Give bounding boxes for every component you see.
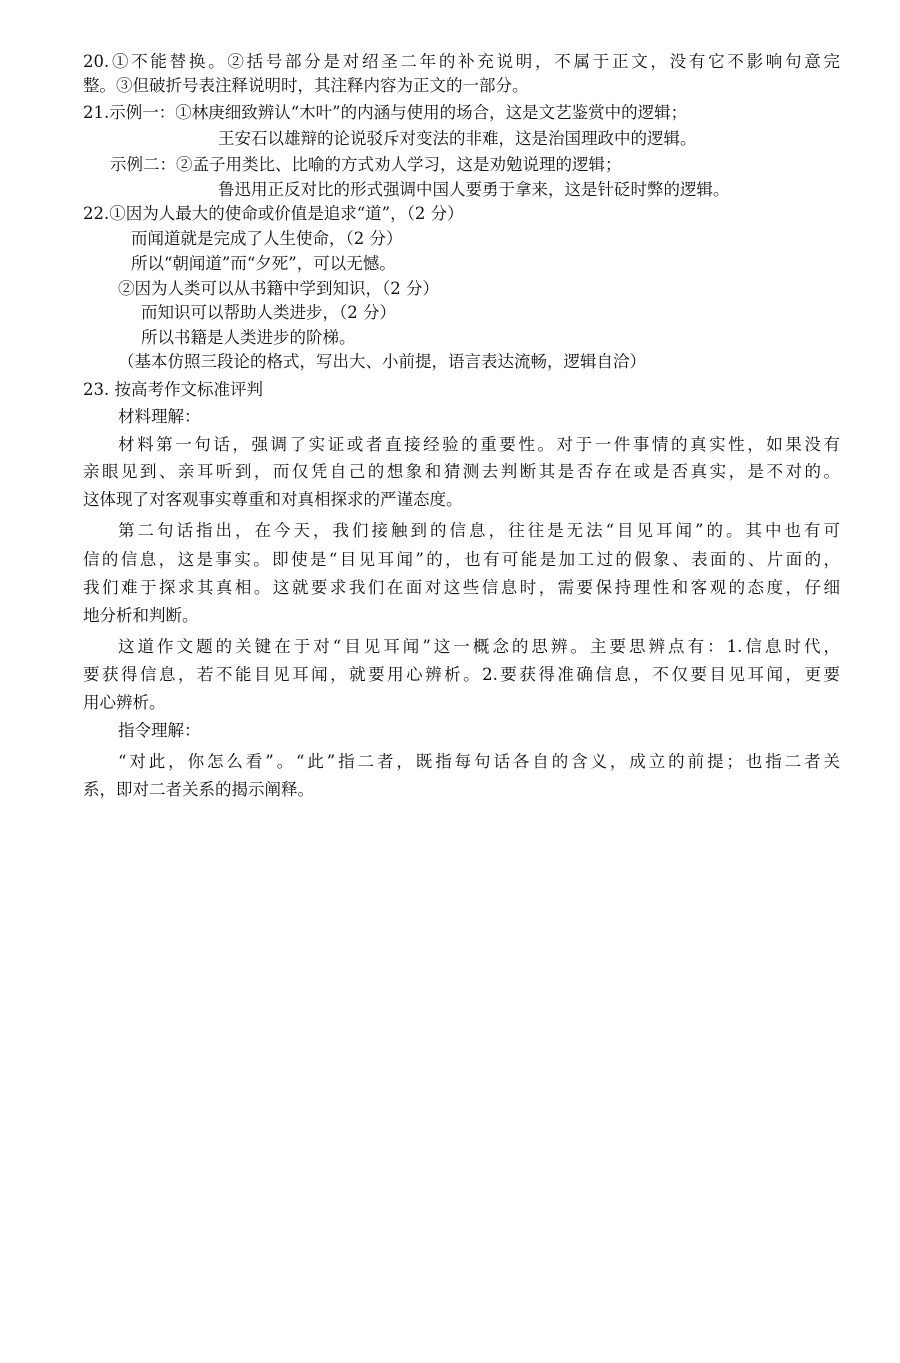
q22-scoring-note: （基本仿照三段论的格式，写出大、小前提，语言表达流畅，逻辑自洽） xyxy=(118,352,646,371)
q21-example1-line-1: 21.示例一：①林庚细致辨认“木叶”的内涵与使用的场合，这是文艺鉴赏中的逻辑； xyxy=(83,103,688,122)
q23-p2-line-3: 我们难于探求其真相。这就要求我们在面对这些信息时，需要保持理性和客观的态度，仔细 xyxy=(83,578,840,597)
q22-line-5: 而知识可以帮助人类进步，（2 分） xyxy=(141,303,396,322)
q22-line-3: 所以“朝闻道”而“夕死”，可以无憾。 xyxy=(131,254,396,273)
q23-p3-line-1: 这道作文题的关键在于对“目见耳闻”这一概念的思辨。主要思辨点有：1.信息时代， xyxy=(118,637,840,656)
q23-p4-line-1: “对此，你怎么看”。“此”指二者，既指每句话各自的含义，成立的前提；也指二者关 xyxy=(118,752,840,771)
q23-p2-line-1: 第二句话指出，在今天，我们接触到的信息，往往是无法“目见耳闻”的。其中也有可 xyxy=(118,521,840,540)
q23-instruction-heading: 指令理解： xyxy=(118,721,201,740)
q22-line-6: 所以书籍是人类进步的阶梯。 xyxy=(141,328,356,347)
q22-line-2: 而闻道就是完成了人生使命，（2 分） xyxy=(131,229,403,248)
q23-p1-line-2: 亲眼见到、亲耳听到，而仅凭自己的想象和猜测去判断其是否存在或是否真实，是不对的。 xyxy=(83,462,840,481)
q23-p2-line-4: 地分析和判断。 xyxy=(83,606,199,625)
q23-p3-line-3: 用心辨析。 xyxy=(83,693,166,712)
q23-p3-line-2: 要获得信息，若不能目见耳闻，就要用心辨析。2.要获得准确信息，不仅要目见耳闻，更要 xyxy=(83,665,840,684)
q21-example1-line-2: 王安石以雄辩的论说驳斥对变法的非难，这是治国理政中的逻辑。 xyxy=(218,129,697,148)
q20-line-1: 20.①不能替换。②括号部分是对绍圣二年的补充说明，不属于正文，没有它不影响句意完 xyxy=(83,52,840,71)
q23-title: 23. 按高考作文标准评判 xyxy=(83,380,263,399)
q23-material-heading: 材料理解： xyxy=(118,407,201,426)
q23-p2-line-2: 信的信息，这是事实。即使是“目见耳闻”的，也有可能是加工过的假象、表面的、片面的， xyxy=(83,550,840,569)
q23-p4-line-2: 系，即对二者关系的揭示阐释。 xyxy=(83,780,314,799)
q23-p1-line-3: 这体现了对客观事实尊重和对真相探求的严谨态度。 xyxy=(83,490,463,509)
q22-line-4: ②因为人类可以从书籍中学到知识，（2 分） xyxy=(118,279,439,298)
q22-line-1: 22.①因为人最大的使命或价值是追求“道”，（2 分） xyxy=(83,204,464,223)
q23-p1-line-1: 材料第一句话，强调了实证或者直接经验的重要性。对于一件事情的真实性，如果没有 xyxy=(118,435,840,454)
q21-example2-line-1: 示例二：②孟子用类比、比喻的方式劝人学习，这是劝勉说理的逻辑； xyxy=(110,155,622,174)
q20-line-2: 整。③但破折号表注释说明时，其注释内容为正文的一部分。 xyxy=(83,76,529,95)
q21-example2-line-2: 鲁迅用正反对比的形式强调中国人要勇于拿来，这是针砭时弊的逻辑。 xyxy=(218,180,730,199)
